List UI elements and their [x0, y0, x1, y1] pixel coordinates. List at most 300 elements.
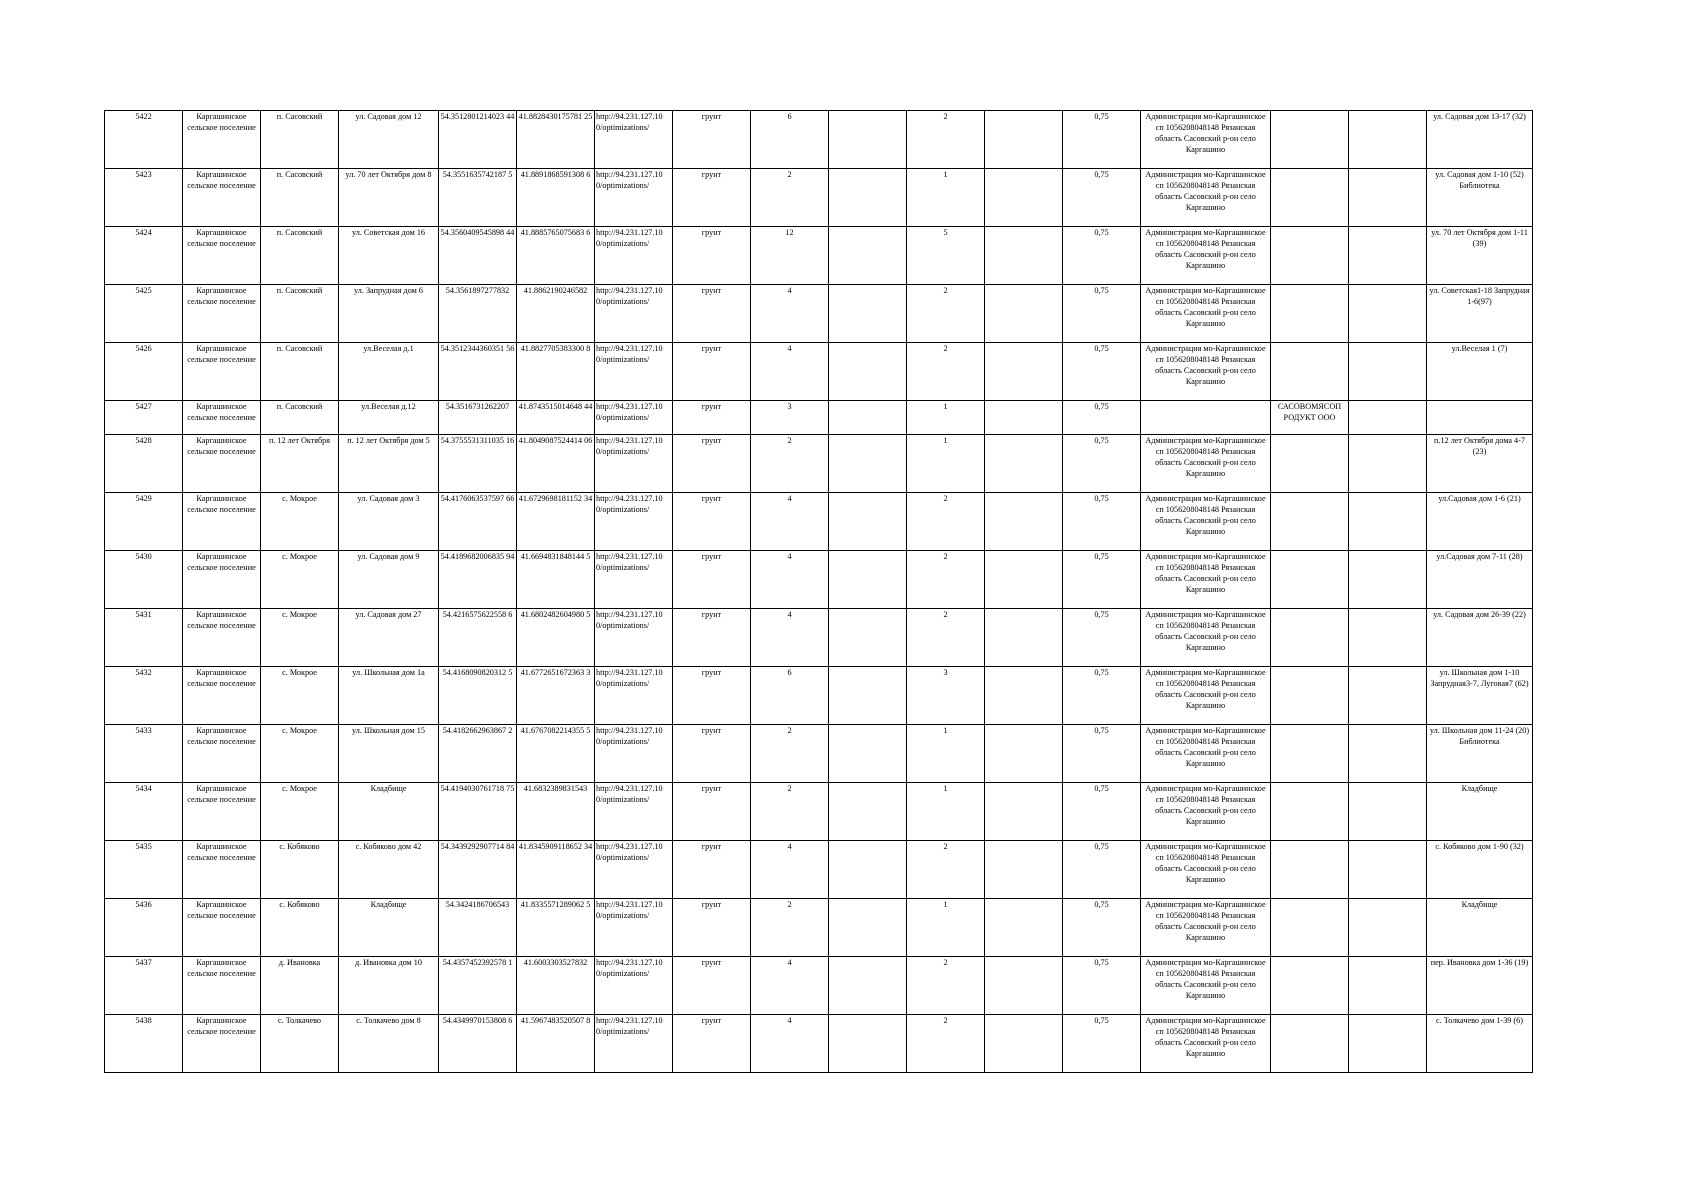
cell-address: ул. Школьная дом 15	[339, 725, 439, 783]
cell-settlement: Каргашинское сельское поселение	[183, 783, 261, 841]
cell-address: ул.Веселая д.1	[339, 343, 439, 401]
cell-longitude: 41.8828430175781 25	[517, 111, 595, 169]
cell-photo-link[interactable]: http://94.231.127.10 0/optimizations/	[595, 957, 673, 1015]
cell-operator: САСОВОМЯСОП РОДУКТ ООО	[1271, 401, 1349, 435]
cell-surface: грунт	[673, 899, 751, 957]
cell-latitude: 54.3560409545898 44	[439, 227, 517, 285]
cell-surface: грунт	[673, 957, 751, 1015]
cell-container-volume: 0,75	[1063, 1015, 1141, 1073]
cell-photo-link[interactable]: http://94.231.127.10 0/optimizations/	[595, 169, 673, 227]
cell-container-count: 2	[907, 551, 985, 609]
cell-photo-link[interactable]: http://94.231.127.10 0/optimizations/	[595, 435, 673, 493]
table-row	[105, 783, 1533, 841]
cell-container-count: 2	[907, 111, 985, 169]
table-row	[105, 401, 1533, 435]
cell-container-volume: 0,75	[1063, 667, 1141, 725]
container-sites-table	[104, 110, 1533, 1073]
cell-surface: грунт	[673, 609, 751, 667]
cell-latitude: 54.4189682006835 94	[439, 551, 517, 609]
cell-operator	[1271, 227, 1349, 285]
cell-locality: с. Мокрое	[261, 783, 339, 841]
cell-locality: с. Мокрое	[261, 551, 339, 609]
cell-photo-link[interactable]: http://94.231.127.10 0/optimizations/	[595, 1015, 673, 1073]
cell-settlement: Каргашинское сельское поселение	[183, 725, 261, 783]
cell-col-16	[1349, 899, 1427, 957]
table-row	[105, 111, 1533, 169]
cell-settlement: Каргашинское сельское поселение	[183, 899, 261, 957]
cell-col-10	[829, 227, 907, 285]
cell-col-16	[1349, 667, 1427, 725]
cell-container-volume: 0,75	[1063, 343, 1141, 401]
cell-photo-link[interactable]: http://94.231.127.10 0/optimizations/	[595, 343, 673, 401]
cell-row-number: 5437	[105, 957, 183, 1015]
cell-surface: грунт	[673, 493, 751, 551]
cell-latitude: 54.3516731262207	[439, 401, 517, 435]
cell-col-12	[985, 111, 1063, 169]
cell-locality: с. Мокрое	[261, 609, 339, 667]
cell-col-16	[1349, 957, 1427, 1015]
cell-locality: п. Сасовский	[261, 401, 339, 435]
cell-address: ул. Садовая дом 9	[339, 551, 439, 609]
cell-area: 3	[751, 401, 829, 435]
cell-address: с. Толкачево дом 8	[339, 1015, 439, 1073]
cell-surface: грунт	[673, 343, 751, 401]
cell-owner: Администрация мо-Каргашинское сп 1056208048148 Рязанская область Сасовский р-он село Каргашино	[1141, 169, 1271, 227]
cell-latitude: 54.3561897277832	[439, 285, 517, 343]
cell-col-16	[1349, 435, 1427, 493]
cell-container-count: 1	[907, 401, 985, 435]
cell-settlement: Каргашинское сельское поселение	[183, 285, 261, 343]
cell-served-addresses: с. Кобяково дом 1-90 (32)	[1427, 841, 1533, 899]
cell-surface: грунт	[673, 551, 751, 609]
cell-operator	[1271, 435, 1349, 493]
cell-col-12	[985, 227, 1063, 285]
table-row	[105, 899, 1533, 957]
cell-container-count: 1	[907, 435, 985, 493]
cell-row-number: 5422	[105, 111, 183, 169]
cell-locality: п. Сасовский	[261, 111, 339, 169]
cell-col-12	[985, 609, 1063, 667]
cell-operator	[1271, 493, 1349, 551]
cell-container-count: 2	[907, 841, 985, 899]
cell-owner: Администрация мо-Каргашинское сп 1056208048148 Рязанская область Сасовский р-он село Каргашино	[1141, 899, 1271, 957]
cell-locality: п. 12 лет Октября	[261, 435, 339, 493]
cell-settlement: Каргашинское сельское поселение	[183, 493, 261, 551]
cell-operator	[1271, 285, 1349, 343]
cell-served-addresses	[1427, 401, 1533, 435]
cell-operator	[1271, 169, 1349, 227]
cell-col-10	[829, 285, 907, 343]
cell-col-12	[985, 401, 1063, 435]
table-row	[105, 551, 1533, 609]
cell-area: 4	[751, 551, 829, 609]
cell-served-addresses: ул. Садовая дом 13-17 (32)	[1427, 111, 1533, 169]
cell-longitude: 41.8862190246582	[517, 285, 595, 343]
cell-col-12	[985, 435, 1063, 493]
cell-col-10	[829, 667, 907, 725]
cell-locality: с. Толкачево	[261, 1015, 339, 1073]
cell-col-12	[985, 551, 1063, 609]
cell-longitude: 41.8345909118652 34	[517, 841, 595, 899]
cell-served-addresses: Кладбище	[1427, 783, 1533, 841]
cell-address: с. Кобяково дом 42	[339, 841, 439, 899]
cell-owner: Администрация мо-Каргашинское сп 1056208048148 Рязанская область Сасовский р-он село Каргашино	[1141, 551, 1271, 609]
cell-container-count: 1	[907, 899, 985, 957]
cell-served-addresses: ул.Садовая дом 1-6 (21)	[1427, 493, 1533, 551]
cell-latitude: 54.4216575622558 6	[439, 609, 517, 667]
cell-operator	[1271, 343, 1349, 401]
cell-longitude: 41.6694831848144 5	[517, 551, 595, 609]
cell-photo-link[interactable]: http://94.231.127.10 0/optimizations/	[595, 227, 673, 285]
cell-photo-link[interactable]: http://94.231.127.10 0/optimizations/	[595, 285, 673, 343]
cell-latitude: 54.3512344360351 56	[439, 343, 517, 401]
cell-longitude: 41.8049087524414 06	[517, 435, 595, 493]
cell-area: 2	[751, 783, 829, 841]
cell-latitude: 54.3439292907714 84	[439, 841, 517, 899]
cell-container-volume: 0,75	[1063, 957, 1141, 1015]
cell-settlement: Каргашинское сельское поселение	[183, 841, 261, 899]
cell-area: 2	[751, 169, 829, 227]
cell-area: 2	[751, 435, 829, 493]
table-row	[105, 285, 1533, 343]
cell-row-number: 5432	[105, 667, 183, 725]
table-row	[105, 609, 1533, 667]
cell-longitude: 41.6003303527832	[517, 957, 595, 1015]
table-body	[105, 111, 1533, 1073]
cell-col-10	[829, 493, 907, 551]
cell-latitude: 54.4182662963867 2	[439, 725, 517, 783]
cell-surface: грунт	[673, 841, 751, 899]
cell-surface: грунт	[673, 783, 751, 841]
cell-served-addresses: ул. Садовая дом 26-39 (22)	[1427, 609, 1533, 667]
cell-address: ул. Школьная дом 1а	[339, 667, 439, 725]
cell-col-12	[985, 1015, 1063, 1073]
cell-col-10	[829, 551, 907, 609]
cell-address: ул. 70 лет Октября дом 8	[339, 169, 439, 227]
cell-container-count: 1	[907, 725, 985, 783]
cell-container-volume: 0,75	[1063, 841, 1141, 899]
cell-owner: Администрация мо-Каргашинское сп 1056208048148 Рязанская область Сасовский р-он село Каргашино	[1141, 725, 1271, 783]
cell-photo-link[interactable]: http://94.231.127.10 0/optimizations/	[595, 609, 673, 667]
cell-owner: Администрация мо-Каргашинское сп 1056208048148 Рязанская область Сасовский р-он село Каргашино	[1141, 493, 1271, 551]
cell-settlement: Каргашинское сельское поселение	[183, 401, 261, 435]
cell-container-volume: 0,75	[1063, 111, 1141, 169]
cell-longitude: 41.5967483520507 8	[517, 1015, 595, 1073]
cell-container-volume: 0,75	[1063, 725, 1141, 783]
cell-col-16	[1349, 401, 1427, 435]
cell-col-10	[829, 957, 907, 1015]
cell-area: 6	[751, 667, 829, 725]
cell-col-12	[985, 899, 1063, 957]
cell-served-addresses: ул. Советская1-18 Запрудная 1-6(97)	[1427, 285, 1533, 343]
cell-area: 2	[751, 725, 829, 783]
cell-area: 4	[751, 841, 829, 899]
cell-area: 4	[751, 343, 829, 401]
cell-photo-link[interactable]: http://94.231.127.10 0/optimizations/	[595, 841, 673, 899]
cell-served-addresses: ул. Школьная дом 11-24 (20) Библиотека	[1427, 725, 1533, 783]
cell-area: 4	[751, 285, 829, 343]
cell-container-count: 2	[907, 493, 985, 551]
table-row	[105, 725, 1533, 783]
cell-col-10	[829, 343, 907, 401]
cell-locality: с. Кобяково	[261, 899, 339, 957]
cell-row-number: 5429	[105, 493, 183, 551]
cell-locality: с. Мокрое	[261, 493, 339, 551]
cell-served-addresses: с. Толкачево дом 1-39 (6)	[1427, 1015, 1533, 1073]
cell-col-12	[985, 841, 1063, 899]
cell-latitude: 54.4357452392578 1	[439, 957, 517, 1015]
cell-latitude: 54.3755531311035 16	[439, 435, 517, 493]
cell-area: 4	[751, 493, 829, 551]
cell-locality: п. Сасовский	[261, 343, 339, 401]
cell-area: 4	[751, 1015, 829, 1073]
cell-longitude: 41.8891868591308 6	[517, 169, 595, 227]
cell-photo-link[interactable]: http://94.231.127.10 0/optimizations/	[595, 725, 673, 783]
cell-operator	[1271, 725, 1349, 783]
cell-col-16	[1349, 841, 1427, 899]
cell-row-number: 5426	[105, 343, 183, 401]
cell-owner: Администрация мо-Каргашинское сп 1056208048148 Рязанская область Сасовский р-он село Каргашино	[1141, 841, 1271, 899]
cell-col-16	[1349, 169, 1427, 227]
cell-operator	[1271, 667, 1349, 725]
table-row	[105, 343, 1533, 401]
cell-row-number: 5433	[105, 725, 183, 783]
cell-col-10	[829, 783, 907, 841]
cell-operator	[1271, 783, 1349, 841]
cell-container-count: 2	[907, 957, 985, 1015]
cell-container-volume: 0,75	[1063, 899, 1141, 957]
cell-col-10	[829, 401, 907, 435]
cell-photo-link[interactable]: http://94.231.127.10 0/optimizations/	[595, 551, 673, 609]
cell-locality: д. Ивановка	[261, 957, 339, 1015]
cell-col-16	[1349, 285, 1427, 343]
cell-address: ул. Садовая дом 12	[339, 111, 439, 169]
cell-operator	[1271, 111, 1349, 169]
cell-photo-link[interactable]: http://94.231.127.10 0/optimizations/	[595, 401, 673, 435]
cell-latitude: 54.3424186706543	[439, 899, 517, 957]
cell-served-addresses: п.12 лет Октября дома 4-7 (23)	[1427, 435, 1533, 493]
cell-latitude: 54.4194030761718 75	[439, 783, 517, 841]
cell-row-number: 5438	[105, 1015, 183, 1073]
cell-owner: Администрация мо-Каргашинское сп 1056208048148 Рязанская область Сасовский р-он село Каргашино	[1141, 285, 1271, 343]
cell-surface: грунт	[673, 227, 751, 285]
cell-longitude: 41.6832389831543	[517, 783, 595, 841]
cell-owner: Администрация мо-Каргашинское сп 1056208048148 Рязанская область Сасовский р-он село Каргашино	[1141, 667, 1271, 725]
cell-locality: п. Сасовский	[261, 169, 339, 227]
cell-operator	[1271, 957, 1349, 1015]
cell-surface: грунт	[673, 285, 751, 343]
cell-row-number: 5428	[105, 435, 183, 493]
cell-locality: п. Сасовский	[261, 227, 339, 285]
cell-address: д. Ивановка дом 10	[339, 957, 439, 1015]
cell-settlement: Каргашинское сельское поселение	[183, 667, 261, 725]
cell-owner: Администрация мо-Каргашинское сп 1056208048148 Рязанская область Сасовский р-он село Каргашино	[1141, 227, 1271, 285]
cell-latitude: 54.4349970153808 6	[439, 1015, 517, 1073]
cell-surface: грунт	[673, 667, 751, 725]
cell-longitude: 41.6767082214355 5	[517, 725, 595, 783]
cell-locality: с. Мокрое	[261, 667, 339, 725]
table-row	[105, 1015, 1533, 1073]
cell-container-count: 1	[907, 169, 985, 227]
cell-col-16	[1349, 609, 1427, 667]
cell-settlement: Каргашинское сельское поселение	[183, 551, 261, 609]
cell-col-12	[985, 285, 1063, 343]
cell-col-10	[829, 725, 907, 783]
cell-served-addresses: ул. 70 лет Октября дом 1-11 (39)	[1427, 227, 1533, 285]
cell-address: ул. Садовая дом 27	[339, 609, 439, 667]
cell-address: Кладбище	[339, 899, 439, 957]
cell-col-10	[829, 609, 907, 667]
cell-col-16	[1349, 493, 1427, 551]
cell-settlement: Каргашинское сельское поселение	[183, 169, 261, 227]
cell-row-number: 5436	[105, 899, 183, 957]
cell-photo-link[interactable]: http://94.231.127.10 0/optimizations/	[595, 899, 673, 957]
cell-address: п. 12 лет Октября дом 5	[339, 435, 439, 493]
cell-photo-link[interactable]: http://94.231.127.10 0/optimizations/	[595, 667, 673, 725]
cell-longitude: 41.8335571289062 5	[517, 899, 595, 957]
cell-container-volume: 0,75	[1063, 783, 1141, 841]
cell-col-12	[985, 667, 1063, 725]
cell-latitude: 54.3551635742187 5	[439, 169, 517, 227]
cell-row-number: 5423	[105, 169, 183, 227]
cell-latitude: 54.4176063537597 66	[439, 493, 517, 551]
cell-col-12	[985, 343, 1063, 401]
cell-address: ул.Веселая д.12	[339, 401, 439, 435]
cell-col-12	[985, 725, 1063, 783]
cell-operator	[1271, 1015, 1349, 1073]
cell-col-16	[1349, 343, 1427, 401]
cell-locality: п. Сасовский	[261, 285, 339, 343]
cell-owner: Администрация мо-Каргашинское сп 1056208048148 Рязанская область Сасовский р-он село Каргашино	[1141, 343, 1271, 401]
cell-row-number: 5424	[105, 227, 183, 285]
cell-owner: Администрация мо-Каргашинское сп 1056208048148 Рязанская область Сасовский р-он село Каргашино	[1141, 1015, 1271, 1073]
table-row	[105, 169, 1533, 227]
cell-row-number: 5425	[105, 285, 183, 343]
cell-container-count: 2	[907, 609, 985, 667]
cell-container-count: 2	[907, 285, 985, 343]
cell-area: 2	[751, 899, 829, 957]
cell-operator	[1271, 609, 1349, 667]
cell-area: 4	[751, 957, 829, 1015]
cell-col-16	[1349, 783, 1427, 841]
cell-owner: Администрация мо-Каргашинское сп 1056208048148 Рязанская область Сасовский р-он село Каргашино	[1141, 957, 1271, 1015]
cell-longitude: 41.8827705383300 8	[517, 343, 595, 401]
cell-col-16	[1349, 551, 1427, 609]
cell-area: 12	[751, 227, 829, 285]
cell-surface: грунт	[673, 169, 751, 227]
cell-col-12	[985, 783, 1063, 841]
cell-col-10	[829, 111, 907, 169]
table-row	[105, 667, 1533, 725]
table-row	[105, 227, 1533, 285]
cell-area: 6	[751, 111, 829, 169]
cell-address: ул. Запрудная дом 6	[339, 285, 439, 343]
cell-col-10	[829, 899, 907, 957]
cell-col-10	[829, 169, 907, 227]
cell-area: 4	[751, 609, 829, 667]
cell-settlement: Каргашинское сельское поселение	[183, 227, 261, 285]
cell-settlement: Каргашинское сельское поселение	[183, 111, 261, 169]
cell-served-addresses: ул. Садовая дом 1-10 (52) Библиотека	[1427, 169, 1533, 227]
cell-surface: грунт	[673, 1015, 751, 1073]
cell-col-10	[829, 841, 907, 899]
table-row	[105, 435, 1533, 493]
cell-row-number: 5434	[105, 783, 183, 841]
cell-address: Кладбище	[339, 783, 439, 841]
cell-surface: грунт	[673, 401, 751, 435]
cell-served-addresses: пер. Ивановка дом 1-36 (19)	[1427, 957, 1533, 1015]
cell-served-addresses: ул.Веселая 1 (7)	[1427, 343, 1533, 401]
cell-col-12	[985, 957, 1063, 1015]
cell-settlement: Каргашинское сельское поселение	[183, 435, 261, 493]
cell-container-volume: 0,75	[1063, 401, 1141, 435]
cell-surface: грунт	[673, 435, 751, 493]
registry-sheet	[104, 110, 1533, 1073]
cell-settlement: Каргашинское сельское поселение	[183, 609, 261, 667]
cell-longitude: 41.6729698181152 34	[517, 493, 595, 551]
cell-photo-link[interactable]: http://94.231.127.10 0/optimizations/	[595, 783, 673, 841]
cell-latitude: 54.3512801214023 44	[439, 111, 517, 169]
cell-container-volume: 0,75	[1063, 227, 1141, 285]
cell-col-10	[829, 435, 907, 493]
cell-longitude: 41.8885765075683 6	[517, 227, 595, 285]
cell-container-count: 5	[907, 227, 985, 285]
table-row	[105, 957, 1533, 1015]
cell-row-number: 5435	[105, 841, 183, 899]
cell-served-addresses: ул. Школьная дом 1-10 Запрудная3-7, Луговая7 (62)	[1427, 667, 1533, 725]
cell-row-number: 5427	[105, 401, 183, 435]
cell-container-volume: 0,75	[1063, 609, 1141, 667]
cell-longitude: 41.6802482604980 5	[517, 609, 595, 667]
cell-settlement: Каргашинское сельское поселение	[183, 957, 261, 1015]
cell-container-count: 1	[907, 783, 985, 841]
cell-owner: Администрация мо-Каргашинское сп 1056208048148 Рязанская область Сасовский р-он село Каргашино	[1141, 609, 1271, 667]
cell-container-count: 2	[907, 343, 985, 401]
cell-locality: с. Мокрое	[261, 725, 339, 783]
cell-owner	[1141, 401, 1271, 435]
cell-surface: грунт	[673, 725, 751, 783]
cell-latitude: 54.4168090820312 5	[439, 667, 517, 725]
cell-address: ул. Советская дом 16	[339, 227, 439, 285]
cell-served-addresses: Кладбище	[1427, 899, 1533, 957]
cell-settlement: Каргашинское сельское поселение	[183, 1015, 261, 1073]
cell-surface: грунт	[673, 111, 751, 169]
cell-longitude: 41.6772651672363 3	[517, 667, 595, 725]
table-row	[105, 841, 1533, 899]
cell-photo-link[interactable]: http://94.231.127.10 0/optimizations/	[595, 111, 673, 169]
cell-photo-link[interactable]: http://94.231.127.10 0/optimizations/	[595, 493, 673, 551]
cell-col-16	[1349, 111, 1427, 169]
cell-served-addresses: ул.Садовая дом 7-11 (28)	[1427, 551, 1533, 609]
cell-row-number: 5430	[105, 551, 183, 609]
cell-operator	[1271, 551, 1349, 609]
cell-owner: Администрация мо-Каргашинское сп 1056208048148 Рязанская область Сасовский р-он село Каргашино	[1141, 435, 1271, 493]
cell-address: ул. Садовая дом 3	[339, 493, 439, 551]
cell-settlement: Каргашинское сельское поселение	[183, 343, 261, 401]
cell-container-volume: 0,75	[1063, 551, 1141, 609]
cell-row-number: 5431	[105, 609, 183, 667]
cell-col-16	[1349, 227, 1427, 285]
cell-operator	[1271, 899, 1349, 957]
cell-container-volume: 0,75	[1063, 285, 1141, 343]
cell-col-16	[1349, 1015, 1427, 1073]
cell-col-12	[985, 169, 1063, 227]
cell-container-count: 3	[907, 667, 985, 725]
cell-container-volume: 0,75	[1063, 435, 1141, 493]
cell-container-volume: 0,75	[1063, 169, 1141, 227]
cell-col-12	[985, 493, 1063, 551]
cell-longitude: 41.8743515014648 44	[517, 401, 595, 435]
